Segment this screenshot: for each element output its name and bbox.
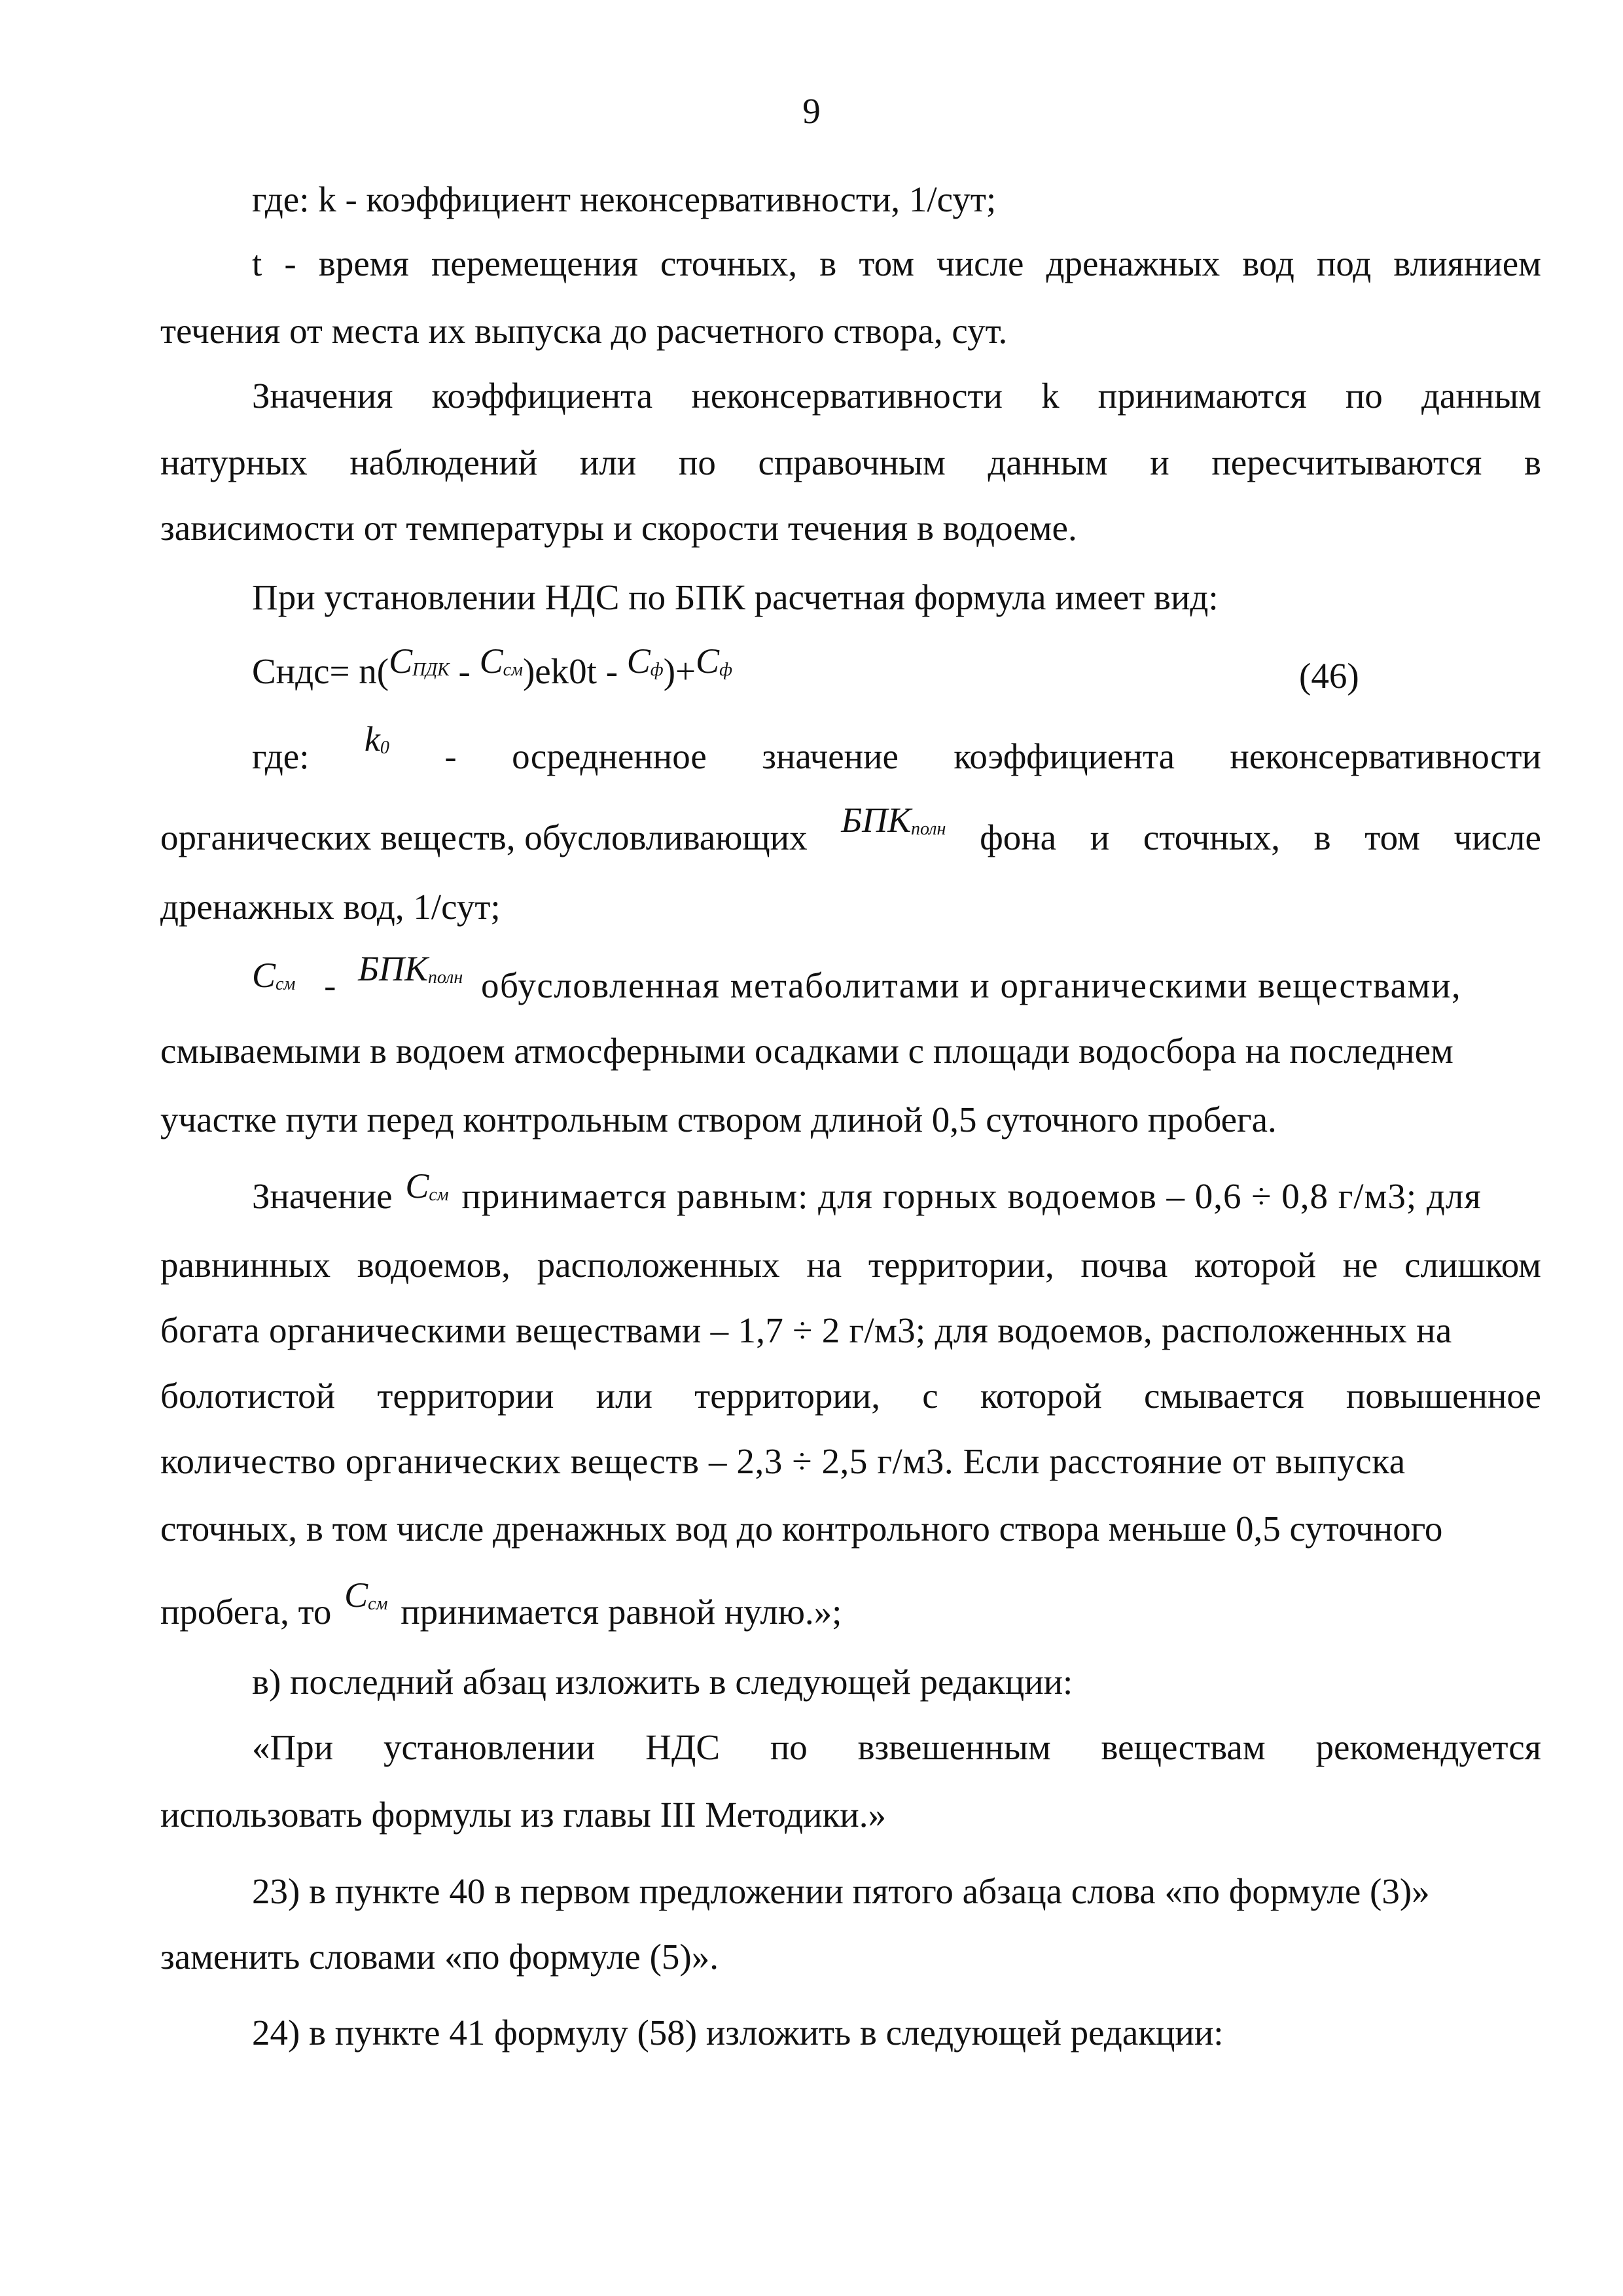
text-fragment: органических веществ, обусловливающих	[160, 817, 808, 857]
dash: -	[444, 736, 457, 776]
text-line: При установлении НДС по БПК расчетная формула имеет вид:	[252, 577, 1219, 617]
text-line: где: k - коэффициент неконсервативности, 1/сут;	[252, 179, 997, 219]
word: наблюдений	[349, 442, 538, 482]
word: по	[678, 442, 716, 482]
text-line: смываемыми в водоем атмосферными осадками с площади водосбора на последнем	[160, 1031, 1454, 1071]
word: том	[859, 243, 914, 283]
text-line-justified	[252, 378, 1541, 414]
word: которой	[1194, 1245, 1316, 1285]
word: натурных	[160, 442, 308, 482]
word: вод	[1242, 243, 1294, 283]
word: территории,	[694, 1376, 880, 1416]
word: взвешенным	[857, 1727, 1051, 1767]
word: территории,	[868, 1245, 1054, 1285]
word: с	[922, 1376, 938, 1416]
formula-mid: )ek0t -	[522, 651, 627, 691]
text-line	[252, 949, 1462, 1005]
page-number: 9	[802, 91, 821, 131]
formula-46	[252, 641, 732, 691]
word: справочным	[758, 442, 946, 482]
text-line-justified	[252, 245, 1541, 281]
formula-number: (46)	[1299, 656, 1359, 696]
text-line	[252, 1166, 1482, 1216]
word: водоемов,	[357, 1245, 510, 1285]
word: принимаются	[1097, 376, 1307, 416]
word: слишком	[1404, 1245, 1541, 1285]
word: -	[284, 243, 296, 283]
text-line-justified	[160, 800, 1541, 857]
word: установлении	[383, 1727, 596, 1767]
text-fragment: принимается равной нулю.»;	[401, 1592, 842, 1632]
text-line: 24) в пункте 41 формулу (58) изложить в следующей редакции:	[252, 2013, 1224, 2053]
formula-c-sm: $С_{см}$	[479, 641, 523, 681]
word: дренажных	[1046, 243, 1221, 283]
word: пересчитываются	[1211, 442, 1482, 482]
word: сточных,	[660, 243, 798, 283]
text-line: использовать формулы из главы III Методики.»	[160, 1795, 886, 1835]
text-line-justified	[160, 444, 1541, 480]
text-line: в) последний абзац изложить в следующей редакции:	[252, 1662, 1073, 1702]
dash: -	[324, 965, 336, 1005]
word: t	[252, 243, 262, 283]
text-line: заменить словами «по формуле (5)».	[160, 1937, 719, 1977]
text-line: сточных, в том числе дренажных вод до контрольного створа меньше 0,5 суточного	[160, 1509, 1443, 1549]
formula-lhs: Cндс= n(	[252, 651, 389, 691]
formula-plus: )+	[663, 651, 696, 691]
word: расположенных	[537, 1245, 780, 1285]
word: территории	[377, 1376, 554, 1416]
word: болотистой	[160, 1376, 336, 1416]
word: и	[1150, 442, 1169, 482]
text-line: течения от места их выпуска до расчетного створа, сут.	[160, 311, 1008, 351]
word: данным	[1421, 376, 1541, 416]
word: значение	[762, 736, 899, 776]
c-sm-symbol: $С_{см}$	[252, 956, 296, 995]
text-line-justified	[252, 1729, 1541, 1765]
word: в	[1524, 442, 1541, 482]
k0-symbol: $k_0$	[364, 719, 389, 759]
word: неконсервативности	[691, 376, 1003, 416]
formula-c-f: $С_ф$	[626, 641, 664, 681]
word: по	[770, 1727, 808, 1767]
word: повышенное	[1346, 1376, 1541, 1416]
word: и	[1090, 817, 1110, 857]
word: НДС	[645, 1727, 721, 1767]
word: рекомендуется	[1315, 1727, 1541, 1767]
text-line: 23) в пункте 40 в первом предложении пятого абзаца слова «по формуле (3)»	[252, 1871, 1430, 1911]
gde-label: где:	[252, 736, 310, 776]
word: сточных,	[1143, 817, 1280, 857]
text-line-justified	[252, 719, 1541, 776]
c-sm-symbol: $С_{см}$	[344, 1575, 388, 1615]
word: Значения	[252, 376, 393, 416]
text-fragment: Значение	[252, 1176, 393, 1216]
formula-c-f2: $С_ф$	[696, 641, 732, 681]
word: равнинных	[160, 1245, 331, 1285]
text-line: дренажных вод, 1/сут;	[160, 887, 501, 927]
text-fragment: принимается равным: для горных водоемов – 0,6 ÷ 0,8 г/м3; для	[461, 1176, 1482, 1216]
formula-c-pdk: $С_{ПДК}$	[389, 641, 450, 681]
word: коэффициента	[431, 376, 653, 416]
word: по	[1345, 376, 1383, 416]
text-fragment: пробега, то	[160, 1592, 332, 1632]
word: на	[806, 1245, 842, 1285]
word: смывается	[1144, 1376, 1304, 1416]
text-line: зависимости от температуры и скорости течения в водоеме.	[160, 508, 1077, 548]
text-line-justified	[160, 1247, 1541, 1283]
text-line: богата органическими веществами – 1,7 ÷ 2 г/м3; для водоемов, расположенных на	[160, 1310, 1452, 1350]
word: под	[1316, 243, 1372, 283]
text-line-justified	[160, 1378, 1541, 1414]
word: почва	[1080, 1245, 1168, 1285]
word: веществам	[1101, 1727, 1266, 1767]
word: влиянием	[1393, 243, 1541, 283]
word: перемещения	[431, 243, 638, 283]
text-line: участке пути перед контрольным створом длиной 0,5 суточного пробега.	[160, 1100, 1277, 1139]
word: неконсервативности	[1230, 736, 1541, 776]
formula-minus: -	[449, 651, 480, 691]
text-line: количество органических веществ – 2,3 ÷ 2,5 г/м3. Если расстояние от выпуска	[160, 1441, 1406, 1481]
word: фона	[980, 817, 1057, 857]
word: в	[819, 243, 837, 283]
word: числе	[936, 243, 1024, 283]
word: числе	[1454, 817, 1541, 857]
bpk-poln-symbol: $БПК_{полн}$	[358, 949, 463, 988]
text-fragment: обусловленная метаболитами и органическими веществами,	[481, 965, 1462, 1005]
word: «При	[252, 1727, 334, 1767]
word: время	[318, 243, 409, 283]
word: не	[1342, 1245, 1378, 1285]
word: в	[1313, 817, 1331, 857]
word: коэффициента	[954, 736, 1175, 776]
word: которой	[980, 1376, 1102, 1416]
bpk-poln-symbol: $БПК_{полн}$	[841, 800, 946, 840]
word: данным	[988, 442, 1108, 482]
c-sm-symbol: $С_{см}$	[405, 1166, 449, 1206]
word: k	[1041, 376, 1060, 416]
text-line	[160, 1575, 842, 1632]
word: осредненное	[512, 736, 707, 776]
word: или	[596, 1376, 652, 1416]
word: том	[1364, 817, 1420, 857]
word: или	[579, 442, 637, 482]
